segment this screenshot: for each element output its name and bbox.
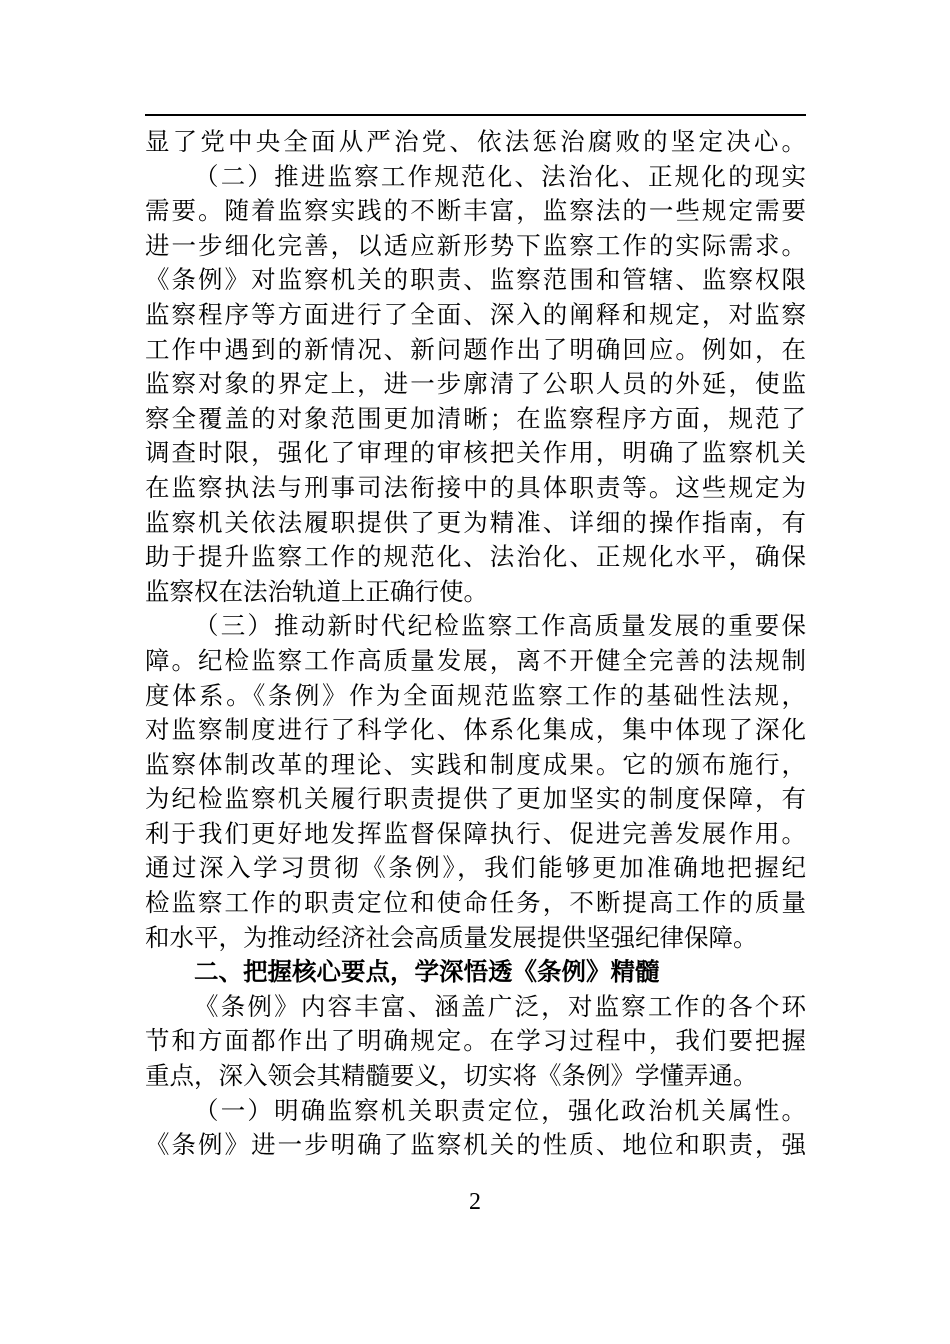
paragraph-line: 重点，深入领会其精髓要义，切实将《条例》学懂弄通。 <box>145 1061 758 1091</box>
paragraph-line: 检监察工作的职责定位和使命任务，不断提高工作的质量 <box>145 888 806 918</box>
paragraph-line: 监察机关依法履职提供了更为精准、详细的操作指南，有 <box>145 507 806 537</box>
paragraph-line: 节和方面都作出了明确规定。在学习过程中，我们要把握 <box>145 1026 806 1056</box>
paragraph-line: 需要。随着监察实践的不断丰富，监察法的一些规定需要 <box>145 196 806 226</box>
paragraph-line: 进一步细化完善，以适应新形势下监察工作的实际需求。 <box>145 230 806 260</box>
paragraph-line: 监察对象的界定上，进一步廓清了公职人员的外延，使监 <box>145 369 806 399</box>
paragraph-line: 在监察执法与刑事司法衔接中的具体职责等。这些规定为 <box>145 472 806 502</box>
paragraph-line: 显了党中央全面从严治党、依法惩治腐败的坚定决心。 <box>145 127 806 156</box>
paragraph-line: 障。纪检监察工作高质量发展，离不开健全完善的法规制 <box>145 645 806 675</box>
paragraph-line: （二）推进监察工作规范化、法治化、正规化的现实 <box>194 161 806 191</box>
section-heading: 二、把握核心要点，学深悟透《条例》精髓 <box>194 957 660 987</box>
paragraph-line: 和水平，为推动经济社会高质量发展提供坚强纪律保障。 <box>145 922 758 952</box>
paragraph-line: 利于我们更好地发挥监督保障执行、促进完善发展作用。 <box>145 818 806 848</box>
paragraph-line: 《条例》对监察机关的职责、监察范围和管辖、监察权限 <box>145 265 806 295</box>
paragraph-line: 助于提升监察工作的规范化、法治化、正规化水平，确保 <box>145 542 806 572</box>
paragraph-line: 监察体制改革的理论、实践和制度成果。它的颁布施行， <box>145 749 806 779</box>
paragraph-line: 工作中遇到的新情况、新问题作出了明确回应。例如，在 <box>145 334 806 364</box>
paragraph-line: 调查时限，强化了审理的审核把关作用，明确了监察机关 <box>145 438 806 468</box>
paragraph-line: （三）推动新时代纪检监察工作高质量发展的重要保 <box>194 611 806 641</box>
subsection-heading: （一）明确监察机关职责定位，强化政治机关属性。 <box>194 1095 806 1125</box>
paragraph-line: 监察权在法治轨道上正确行使。 <box>145 576 488 606</box>
paragraph-line: 度体系。《条例》作为全面规范监察工作的基础性法规， <box>145 680 806 710</box>
paragraph-line: 《条例》进一步明确了监察机关的性质、地位和职责，强 <box>145 1130 806 1160</box>
page-number: 2 <box>469 1189 481 1215</box>
body-text <box>145 125 806 1163</box>
header-rule <box>145 114 806 116</box>
paragraph-line: 为纪检监察机关履行职责提供了更加坚实的制度保障，有 <box>145 784 806 814</box>
paragraph-line: 监察程序等方面进行了全面、深入的阐释和规定，对监察 <box>145 299 806 329</box>
paragraph-line: 对监察制度进行了科学化、体系化集成，集中体现了深化 <box>145 715 806 745</box>
paragraph-line: 察全覆盖的对象范围更加清晰；在监察程序方面，规范了 <box>145 403 806 433</box>
paragraph-line: 《条例》内容丰富、涵盖广泛，对监察工作的各个环 <box>194 991 806 1021</box>
paragraph-line: 通过深入学习贯彻《条例》，我们能够更加准确地把握纪 <box>145 853 806 883</box>
